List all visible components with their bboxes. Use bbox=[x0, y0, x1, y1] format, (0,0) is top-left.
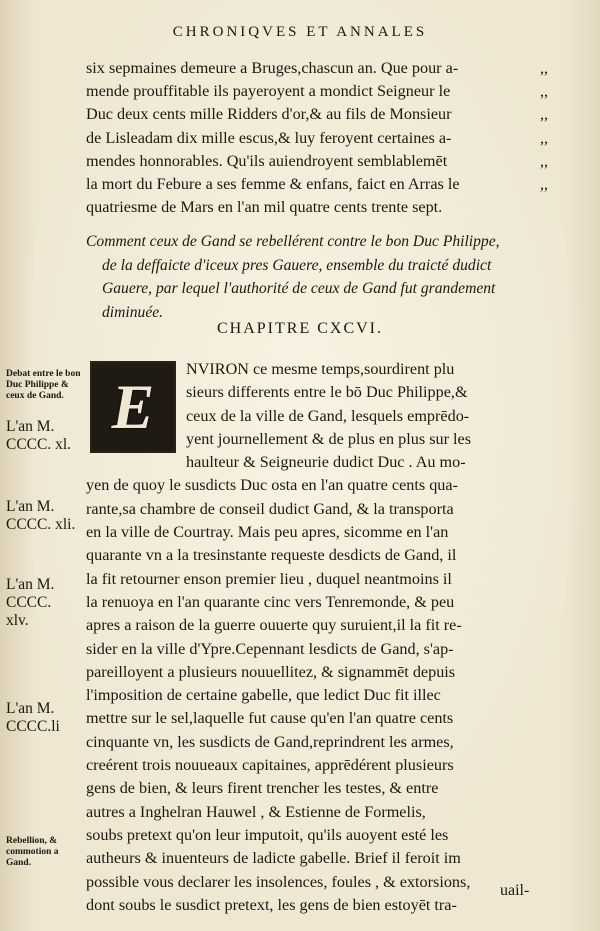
chapter-summary bbox=[86, 230, 546, 324]
text-line: quatriesme de Mars en l'an mil quatre cents trente sept. bbox=[86, 198, 443, 217]
text-line: haulteur & Seigneurie dudict Duc . Au mo- bbox=[186, 453, 466, 472]
text-line: ceux de la ville de Gand, lesquels emprēdo- bbox=[186, 406, 470, 425]
text-line: NVIRON ce mesme temps,sourdirent plu bbox=[186, 360, 455, 378]
text-line: de Lisleadam dix mille escus,& luy feroyent certaines a- bbox=[86, 128, 452, 147]
margin-note-year: L'an M. CCCC.li bbox=[6, 700, 60, 735]
quote-mark: ,, bbox=[540, 175, 548, 193]
text-line: quarante vn a la tresinstante requeste desdicts de Gand, il bbox=[86, 546, 457, 565]
text-line: yen de quoy le susdicts Duc osta en l'an quatre cents qua- bbox=[86, 476, 458, 495]
summary-line: de la deffaicte d'iceux pres Gauere, ensemble du traicté dudict bbox=[102, 256, 492, 274]
quotation-marks-column bbox=[540, 57, 580, 196]
summary-line: diminuée. bbox=[102, 303, 164, 321]
text-line: dont soubs le susdict pretext, les gens de bien estoyēt tra- bbox=[86, 895, 457, 914]
margin-note-rebellion: Rebellion, & commotion a Gand. bbox=[6, 836, 59, 868]
quote-mark: ,, bbox=[540, 83, 548, 101]
text-line: la fit retourner enson premier lieu , duquel neantmoins il bbox=[86, 569, 452, 588]
text-line: creérent trois nouueaux capitaines, apprēdérent plusieurs bbox=[86, 756, 454, 775]
text-line: pareilloyent a plusieurs nouuellitez, & signammēt depuis bbox=[86, 662, 456, 681]
text-line: rante,sa chambre de conseil dudict Gand, & la transporta bbox=[86, 499, 454, 518]
text-line: l'imposition de certaine gabelle, que ledict Duc fit illec bbox=[86, 686, 441, 705]
text-line: yent journellement & de plus en plus sur les bbox=[186, 429, 472, 448]
quote-mark: ,, bbox=[540, 129, 548, 147]
text-line: possible vous declarer les insolences, foules , & extorsions, bbox=[86, 872, 471, 891]
text-line: sieurs differents entre le bō Duc Philippe,& bbox=[186, 383, 468, 402]
text-line: mendes honnorables. Qu'ils auiendroyent semblablemēt bbox=[86, 151, 448, 170]
text-line: soubs pretext qu'on leur imputoit, qu'ils auoyent esté les bbox=[86, 825, 449, 844]
quote-mark: ,, bbox=[540, 152, 548, 170]
text-line: gens de bien, & leurs firent trencher les testes, & entre bbox=[86, 779, 439, 798]
margin-note-year: L'an M. CCCC. xl. bbox=[6, 418, 72, 453]
text-line: mende prouffitable ils payeroyent a mondict Seigneur le bbox=[86, 82, 451, 101]
summary-line: Gauere, par lequel l'authorité de ceux de Gand fut grandement bbox=[102, 280, 496, 297]
main-paragraph bbox=[86, 358, 538, 917]
margin-note-debat: Debat entre le bon Duc Philippe & ceux de Gand. bbox=[6, 369, 81, 401]
text-line: cinquante vn, les susdicts de Gand,reprindrent les armes, bbox=[86, 732, 454, 751]
text-line: sider en la ville d'Ypre.Cepennant lesdicts de Gand, s'ap- bbox=[86, 639, 454, 658]
quote-mark: ,, bbox=[540, 106, 548, 124]
catchword: uail- bbox=[500, 882, 530, 899]
chapter-heading: CHAPITRE CXCVI. bbox=[216, 320, 383, 337]
text-line: autres a Inghelran Hauwel , & Estienne de Formelis, bbox=[86, 802, 426, 821]
text-line: en la ville de Courtray. Mais peu apres, sicomme en l'an bbox=[86, 523, 449, 542]
text-line: Duc deux cents mille Ridders d'or,& au fils de Monsieur bbox=[86, 105, 452, 124]
margin-note-year: L'an M. CCCC. xlv. bbox=[6, 576, 55, 629]
running-header: CHRONIQVES ET ANNALES bbox=[172, 24, 428, 40]
text-line: autheurs & inuenteurs de ladicte gabelle. Brief il feroit im bbox=[86, 849, 461, 868]
text-line: la mort du Febure a ses femme & enfans, faict en Arras le bbox=[86, 174, 460, 193]
text-line: la renuoya en l'an quarante cinc vers Tenremonde, & peu bbox=[86, 592, 455, 611]
text-line: apres a raison de la guerre ouuerte quy suruient,il la fit re- bbox=[86, 616, 462, 635]
text-line: six sepmaines demeure a Bruges,chascun an. Que pour a- bbox=[86, 59, 459, 77]
text-line: mettre sur le sel,laquelle fut cause qu'en l'an quatre cents bbox=[86, 709, 454, 728]
margin-note-year: L'an M. CCCC. xli. bbox=[6, 498, 76, 533]
initial-letter: E bbox=[111, 371, 155, 442]
quote-mark: ,, bbox=[540, 60, 548, 77]
top-paragraph bbox=[86, 57, 536, 219]
summary-line: Comment ceux de Gand se rebellérent contre le bon Duc Philippe, bbox=[86, 233, 500, 250]
